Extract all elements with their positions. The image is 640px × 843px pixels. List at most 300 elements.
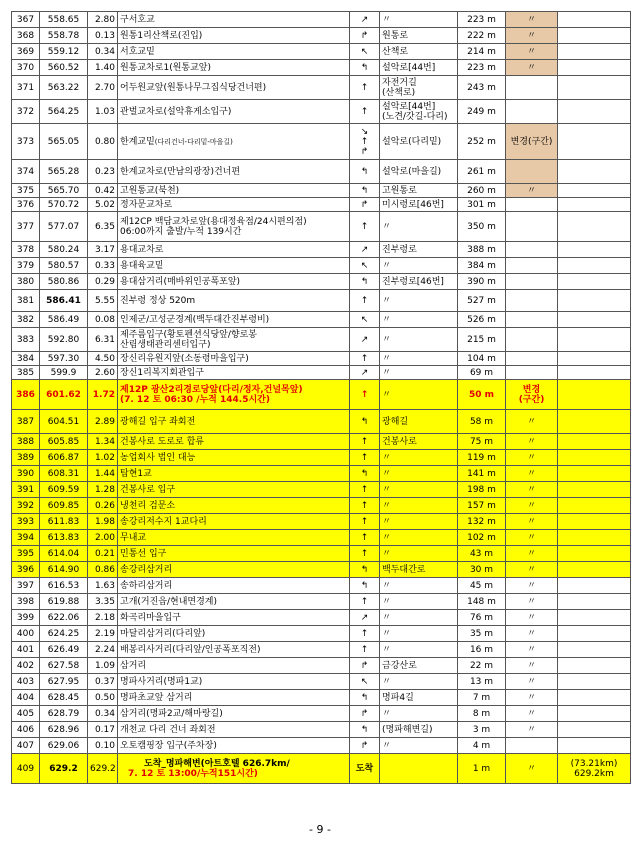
- extra: [558, 690, 631, 706]
- extra: [558, 380, 631, 410]
- extra: [558, 738, 631, 754]
- direction-icon: ↗: [350, 328, 380, 352]
- waypoint-number: 386: [12, 380, 40, 410]
- altitude: 261 m: [458, 160, 506, 184]
- altitude: 260 m: [458, 184, 506, 198]
- direction-icon: ↰: [350, 466, 380, 482]
- waypoint-name: 고개(거진읍/현내면경계): [118, 594, 350, 610]
- route-table: [11, 11, 631, 784]
- cumulative-km: 599.9: [40, 366, 88, 380]
- road-name: 〃: [380, 380, 458, 410]
- waypoint-number: 383: [12, 328, 40, 352]
- waypoint-name: 민통선 입구: [118, 546, 350, 562]
- road-name: 설악로[44번] (노견/갓길-다리): [380, 100, 458, 124]
- segment-km: 5.02: [88, 198, 118, 212]
- altitude: 69 m: [458, 366, 506, 380]
- direction-icon: ↰: [350, 410, 380, 434]
- note: [506, 738, 558, 754]
- table-row: [12, 312, 631, 328]
- road-name: 금강산로: [380, 658, 458, 674]
- waypoint-name: 명파사거리(명파1교): [118, 674, 350, 690]
- note: 〃: [506, 482, 558, 498]
- segment-km: 2.24: [88, 642, 118, 658]
- table-row: [12, 706, 631, 722]
- note: [506, 212, 558, 242]
- waypoint-number: 389: [12, 450, 40, 466]
- waypoint-name: 용대삼거리(매바위인공폭포앞): [118, 274, 350, 290]
- road-name: 〃: [380, 626, 458, 642]
- waypoint-number: 409: [12, 754, 40, 784]
- direction-icon: ↰: [350, 274, 380, 290]
- note: 〃: [506, 466, 558, 482]
- table-row: [12, 530, 631, 546]
- road-name: 〃: [380, 450, 458, 466]
- cumulative-km: 580.57: [40, 258, 88, 274]
- segment-km: 0.50: [88, 690, 118, 706]
- waypoint-number: 377: [12, 212, 40, 242]
- note: 〃: [506, 610, 558, 626]
- note: [506, 160, 558, 184]
- waypoint-name: 탑현1교: [118, 466, 350, 482]
- cumulative-km: 624.25: [40, 626, 88, 642]
- extra: [558, 674, 631, 690]
- waypoint-name: 용대육교밑: [118, 258, 350, 274]
- extra: [558, 28, 631, 44]
- waypoint-number: 397: [12, 578, 40, 594]
- direction-icon: ↑: [350, 100, 380, 124]
- road-name: 〃: [380, 466, 458, 482]
- road-name: 〃: [380, 366, 458, 380]
- waypoint-number: 388: [12, 434, 40, 450]
- total-distance: (73.21km) 629.2km: [558, 754, 631, 784]
- altitude: 1 m: [458, 754, 506, 784]
- altitude: 215 m: [458, 328, 506, 352]
- table-row: [12, 124, 631, 160]
- waypoint-name: 용대교차로: [118, 242, 350, 258]
- extra: [558, 514, 631, 530]
- table-row: [12, 674, 631, 690]
- extra: [558, 352, 631, 366]
- extra: [558, 498, 631, 514]
- waypoint-number: 373: [12, 124, 40, 160]
- altitude: 223 m: [458, 12, 506, 28]
- road-name: 〃: [380, 12, 458, 28]
- direction-icon: ↑: [350, 212, 380, 242]
- arrival-line-2: 7. 12 토 13:00/누적151시간): [128, 768, 258, 779]
- cumulative-km: 628.96: [40, 722, 88, 738]
- cumulative-km: 629.06: [40, 738, 88, 754]
- waypoint-number: 378: [12, 242, 40, 258]
- segment-km: 0.86: [88, 562, 118, 578]
- extra: [558, 184, 631, 198]
- cumulative-km: 611.83: [40, 514, 88, 530]
- waypoint-name: 제12P 광산2리경로당앞(다리/정자,건널목앞) (7. 12 토 06:30 /누적 144.5시간): [118, 380, 350, 410]
- note: 〃: [506, 578, 558, 594]
- direction-icon: ↰: [350, 690, 380, 706]
- direction-icon: ↑: [350, 352, 380, 366]
- segment-km: 0.34: [88, 706, 118, 722]
- note: 〃: [506, 530, 558, 546]
- direction-icon: ↗: [350, 242, 380, 258]
- altitude: 243 m: [458, 76, 506, 100]
- waypoint-number: 371: [12, 76, 40, 100]
- altitude: 4 m: [458, 738, 506, 754]
- note: [506, 274, 558, 290]
- extra: [558, 274, 631, 290]
- road-name: 진부령로[46번]: [380, 274, 458, 290]
- road-name: 광해길: [380, 410, 458, 434]
- waypoint-name: 제주름입구(황토펜션식당앞/향로봉 산림생태관리센터입구): [118, 328, 350, 352]
- extra: [558, 410, 631, 434]
- note: [506, 290, 558, 312]
- altitude: 102 m: [458, 530, 506, 546]
- segment-km: 0.80: [88, 124, 118, 160]
- segment-km: 1.03: [88, 100, 118, 124]
- route-sheet: [11, 11, 630, 784]
- extra: [558, 482, 631, 498]
- direction-icon: ↑: [350, 290, 380, 312]
- cumulative-km: 604.51: [40, 410, 88, 434]
- waypoint-number: 407: [12, 738, 40, 754]
- waypoint-name: 화곡리마을입구: [118, 610, 350, 626]
- extra: [558, 124, 631, 160]
- waypoint-number: 393: [12, 514, 40, 530]
- waypoint-name: 구서호교: [118, 12, 350, 28]
- altitude: 7 m: [458, 690, 506, 706]
- direction-icon: ↑: [350, 546, 380, 562]
- altitude: 30 m: [458, 562, 506, 578]
- table-row: [12, 184, 631, 198]
- note: 〃: [506, 44, 558, 60]
- table-row: [12, 198, 631, 212]
- waypoint-name: 원통교차로1(원통교앞): [118, 60, 350, 76]
- extra: [558, 594, 631, 610]
- extra: [558, 610, 631, 626]
- direction-icon: ↑: [350, 380, 380, 410]
- waypoint-number: 396: [12, 562, 40, 578]
- waypoint-number: 403: [12, 674, 40, 690]
- note: 〃: [506, 722, 558, 738]
- table-row: [12, 242, 631, 258]
- road-name: 〃: [380, 498, 458, 514]
- note: 〃: [506, 28, 558, 44]
- table-row: [12, 626, 631, 642]
- road-name: 〃: [380, 258, 458, 274]
- cumulative-km: 586.49: [40, 312, 88, 328]
- altitude: 388 m: [458, 242, 506, 258]
- note: 〃: [506, 690, 558, 706]
- table-row: [12, 28, 631, 44]
- note: [506, 100, 558, 124]
- extra: [558, 290, 631, 312]
- cumulative-km: 597.30: [40, 352, 88, 366]
- segment-km: 2.19: [88, 626, 118, 642]
- waypoint-number: 404: [12, 690, 40, 706]
- segment-km: 1.63: [88, 578, 118, 594]
- extra: [558, 312, 631, 328]
- extra: [558, 450, 631, 466]
- cumulative-km: 565.28: [40, 160, 88, 184]
- altitude: 50 m: [458, 380, 506, 410]
- table-row: [12, 722, 631, 738]
- extra: [558, 100, 631, 124]
- waypoint-name: 무내교: [118, 530, 350, 546]
- segment-km: 0.17: [88, 722, 118, 738]
- road-name: 백두대간로: [380, 562, 458, 578]
- waypoint-number: 399: [12, 610, 40, 626]
- cumulative-km: 627.58: [40, 658, 88, 674]
- altitude: 119 m: [458, 450, 506, 466]
- waypoint-name: 배봉리사거리(다리앞/인공폭포직전): [118, 642, 350, 658]
- waypoint-name-detail: (다리건너-다리밑-마을길): [154, 137, 233, 146]
- segment-km: 2.70: [88, 76, 118, 100]
- segment-km: 0.37: [88, 674, 118, 690]
- segment-km: 3.35: [88, 594, 118, 610]
- segment-km: 1.02: [88, 450, 118, 466]
- cumulative-km: 601.62: [40, 380, 88, 410]
- altitude: 301 m: [458, 198, 506, 212]
- table-row: [12, 738, 631, 754]
- note: [506, 258, 558, 274]
- table-row: [12, 514, 631, 530]
- cumulative-km: 580.86: [40, 274, 88, 290]
- table-row: [12, 450, 631, 466]
- table-row: [12, 562, 631, 578]
- extra: [558, 198, 631, 212]
- waypoint-number: 401: [12, 642, 40, 658]
- road-name: 미시령로[46번]: [380, 198, 458, 212]
- table-row: [12, 100, 631, 124]
- waypoint-number: 368: [12, 28, 40, 44]
- altitude: 222 m: [458, 28, 506, 44]
- cumulative-km: 628.79: [40, 706, 88, 722]
- cumulative-km: 627.95: [40, 674, 88, 690]
- waypoint-name: 삼거리(명파2교/해마랑길): [118, 706, 350, 722]
- direction-icon: ↑: [350, 450, 380, 466]
- direction-icon: ↖: [350, 312, 380, 328]
- road-name: 〃: [380, 594, 458, 610]
- table-row: [12, 482, 631, 498]
- altitude: 350 m: [458, 212, 506, 242]
- cumulative-km: 586.41: [40, 290, 88, 312]
- road-name: 〃: [380, 290, 458, 312]
- waypoint-name: 오토캠핑장 입구(주차장): [118, 738, 350, 754]
- altitude: 43 m: [458, 546, 506, 562]
- table-row: [12, 12, 631, 28]
- segment-km: 0.33: [88, 258, 118, 274]
- road-name: 〃: [380, 482, 458, 498]
- extra: [558, 706, 631, 722]
- road-name: 〃: [380, 530, 458, 546]
- note: [506, 328, 558, 352]
- cumulative-km: 608.31: [40, 466, 88, 482]
- segment-km: 3.17: [88, 242, 118, 258]
- waypoint-number: 387: [12, 410, 40, 434]
- segment-km: 5.55: [88, 290, 118, 312]
- extra: [558, 434, 631, 450]
- table-row: [12, 44, 631, 60]
- altitude: 198 m: [458, 482, 506, 498]
- waypoint-number: 379: [12, 258, 40, 274]
- road-name: 〃: [380, 312, 458, 328]
- table-row: [12, 658, 631, 674]
- cumulative-km: 565.70: [40, 184, 88, 198]
- road-name: 〃: [380, 328, 458, 352]
- waypoint-number: 369: [12, 44, 40, 60]
- waypoint-number: 380: [12, 274, 40, 290]
- extra: [558, 530, 631, 546]
- note: 〃: [506, 562, 558, 578]
- cumulative-km: 570.72: [40, 198, 88, 212]
- note: 〃: [506, 594, 558, 610]
- table-row: [12, 212, 631, 242]
- road-name: 고원통로: [380, 184, 458, 198]
- cumulative-km: 613.83: [40, 530, 88, 546]
- waypoint-name: 마달리삼거리(다리앞): [118, 626, 350, 642]
- waypoint-name: 삼거리: [118, 658, 350, 674]
- segment-km: 1.09: [88, 658, 118, 674]
- table-row: [12, 690, 631, 706]
- table-row: [12, 578, 631, 594]
- segment-km: 629.2: [88, 754, 118, 784]
- extra: [558, 76, 631, 100]
- waypoint-name: 건봉사로 입구: [118, 482, 350, 498]
- extra: [558, 258, 631, 274]
- altitude: 249 m: [458, 100, 506, 124]
- cumulative-km: 563.22: [40, 76, 88, 100]
- segment-km: 2.18: [88, 610, 118, 626]
- segment-km: 0.08: [88, 312, 118, 328]
- road-name: 〃: [380, 674, 458, 690]
- note: 〃: [506, 658, 558, 674]
- direction-icon: ↱: [350, 738, 380, 754]
- table-row: [12, 434, 631, 450]
- cumulative-km: 614.04: [40, 546, 88, 562]
- note: 〃: [506, 12, 558, 28]
- waypoint-name: 인제군/고성군경계(백두대간진부령비): [118, 312, 350, 328]
- extra: [558, 626, 631, 642]
- segment-km: 0.42: [88, 184, 118, 198]
- segment-km: 4.50: [88, 352, 118, 366]
- table-row: [12, 76, 631, 100]
- table-row: [12, 258, 631, 274]
- cumulative-km: 609.85: [40, 498, 88, 514]
- waypoint-name: 한계교밑(다리건너-다리밑-마을길): [118, 124, 350, 160]
- segment-km: 1.34: [88, 434, 118, 450]
- direction-icon: ↗: [350, 12, 380, 28]
- note: 〃: [506, 642, 558, 658]
- altitude: 75 m: [458, 434, 506, 450]
- cumulative-km: 558.78: [40, 28, 88, 44]
- cumulative-km: 605.85: [40, 434, 88, 450]
- altitude: 527 m: [458, 290, 506, 312]
- direction-icon: ↰: [350, 184, 380, 198]
- road-name: 〃: [380, 546, 458, 562]
- road-name: 건봉사로: [380, 434, 458, 450]
- extra: [558, 546, 631, 562]
- waypoint-number: 394: [12, 530, 40, 546]
- road-name: 설악로(마을길): [380, 160, 458, 184]
- waypoint-number: 367: [12, 12, 40, 28]
- table-row: [12, 610, 631, 626]
- extra: [558, 328, 631, 352]
- direction-icon: ↰: [350, 160, 380, 184]
- extra: [558, 642, 631, 658]
- waypoint-name: 광해길 입구 좌회전: [118, 410, 350, 434]
- note: 〃: [506, 410, 558, 434]
- note: [506, 76, 558, 100]
- note: [506, 312, 558, 328]
- table-row: [12, 290, 631, 312]
- segment-km: 0.23: [88, 160, 118, 184]
- waypoint-name: 한계교차로(만남의광장)건너편: [118, 160, 350, 184]
- waypoint-number: 392: [12, 498, 40, 514]
- direction-icon: ↰: [350, 722, 380, 738]
- altitude: 141 m: [458, 466, 506, 482]
- waypoint-name: [118, 754, 350, 784]
- altitude: 384 m: [458, 258, 506, 274]
- segment-km: 2.00: [88, 530, 118, 546]
- final-row: [12, 754, 631, 784]
- cumulative-km: 558.65: [40, 12, 88, 28]
- waypoint-name: 개천교 다리 건너 좌회전: [118, 722, 350, 738]
- direction-icon: ↰: [350, 562, 380, 578]
- waypoint-number: 391: [12, 482, 40, 498]
- altitude: 104 m: [458, 352, 506, 366]
- cumulative-km: 606.87: [40, 450, 88, 466]
- waypoint-number: 405: [12, 706, 40, 722]
- segment-km: 0.29: [88, 274, 118, 290]
- cumulative-km: 559.12: [40, 44, 88, 60]
- cumulative-km: 592.80: [40, 328, 88, 352]
- waypoint-number: 398: [12, 594, 40, 610]
- waypoint-name: 진부령 정상 520m: [118, 290, 350, 312]
- altitude: 132 m: [458, 514, 506, 530]
- direction-icon: ↑: [350, 626, 380, 642]
- segment-km: 1.44: [88, 466, 118, 482]
- waypoint-number: 384: [12, 352, 40, 366]
- cumulative-km: 628.45: [40, 690, 88, 706]
- road-name: [380, 754, 458, 784]
- direction-icon: ↑: [350, 434, 380, 450]
- note: 〃: [506, 626, 558, 642]
- table-row: [12, 366, 631, 380]
- direction-icon: ↗: [350, 610, 380, 626]
- direction-icon: ↱: [350, 28, 380, 44]
- segment-km: 0.26: [88, 498, 118, 514]
- waypoint-name: 고원통교(북천): [118, 184, 350, 198]
- note: [506, 366, 558, 380]
- waypoint-name: 장신리유원지앞(소동령마을입구): [118, 352, 350, 366]
- altitude: 45 m: [458, 578, 506, 594]
- altitude: 35 m: [458, 626, 506, 642]
- extra: [558, 60, 631, 76]
- note: 〃: [506, 754, 558, 784]
- road-name: 진부령로: [380, 242, 458, 258]
- road-name: 〃: [380, 352, 458, 366]
- extra: [558, 160, 631, 184]
- road-name: 자전거길 (산책로): [380, 76, 458, 100]
- waypoint-name: 송강리저수지 1교다리: [118, 514, 350, 530]
- waypoint-number: 376: [12, 198, 40, 212]
- direction-icon: ↘ ↑ ↱: [350, 124, 380, 160]
- extra: [558, 44, 631, 60]
- waypoint-name: 냉천리 검문소: [118, 498, 350, 514]
- page-number: - 9 -: [309, 823, 331, 836]
- segment-km: 0.13: [88, 28, 118, 44]
- table-row: [12, 410, 631, 434]
- cumulative-km: 609.59: [40, 482, 88, 498]
